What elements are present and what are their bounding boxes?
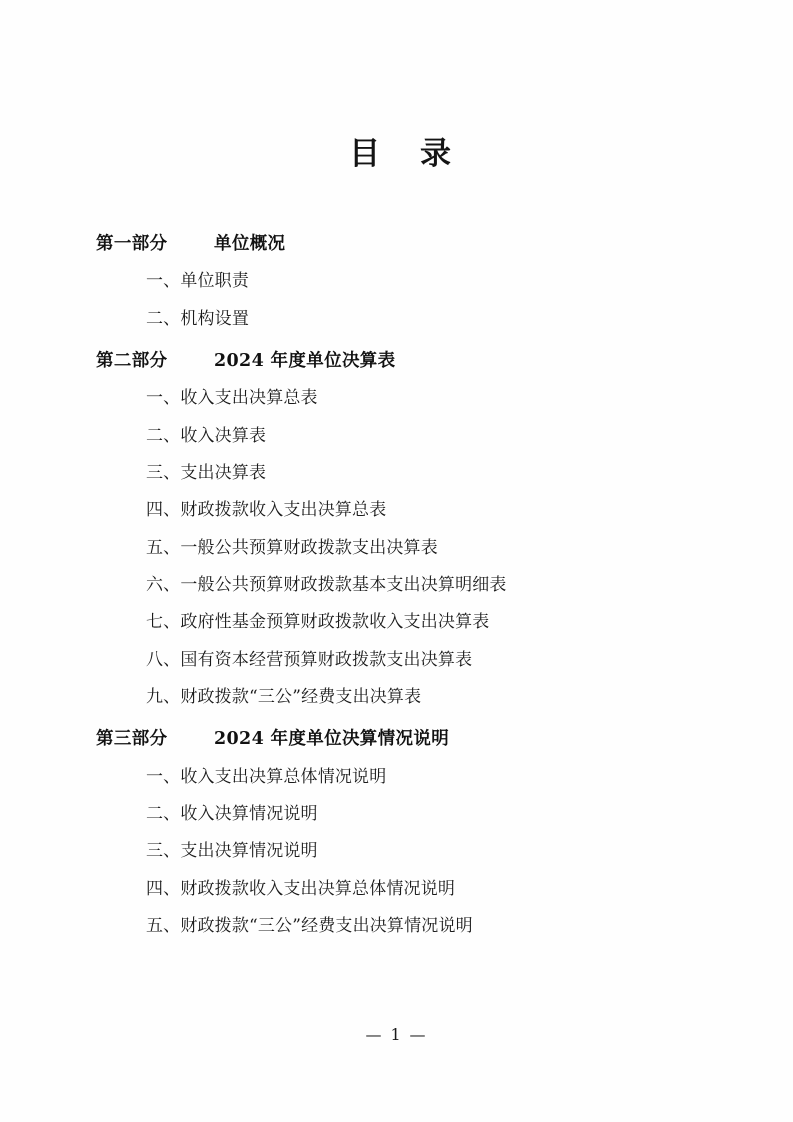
page-content bbox=[96, 0, 706, 939]
toc-entry-number: 四、 bbox=[146, 878, 181, 899]
toc-entry[interactable] bbox=[146, 609, 706, 635]
toc-entry-number: 一、 bbox=[146, 388, 181, 409]
toc-entry-label: 机构设置 bbox=[180, 308, 250, 329]
toc-entry-number: 六、 bbox=[146, 574, 181, 595]
toc-entry-label: 一般公共预算财政拨款支出决算表 bbox=[180, 537, 438, 558]
toc-entry-label: 支出决算情况说明 bbox=[180, 841, 318, 862]
toc-part bbox=[96, 231, 706, 332]
toc-entry-number: 七、 bbox=[146, 612, 181, 633]
toc-part-name: 单位概况 bbox=[214, 234, 286, 254]
toc-entry[interactable] bbox=[146, 497, 706, 523]
toc-entry[interactable] bbox=[146, 876, 706, 902]
toc-entry-number: 五、 bbox=[146, 915, 181, 936]
toc-entry[interactable] bbox=[146, 460, 706, 486]
toc-part bbox=[96, 726, 706, 939]
toc-entry-label: 财政拨款“三公”经费支出决算表 bbox=[180, 686, 422, 707]
toc-entry-label: 政府性基金预算财政拨款收入支出决算表 bbox=[180, 612, 490, 633]
toc-entry-label: 收入决算情况说明 bbox=[180, 803, 318, 824]
page-number: — 1 — bbox=[365, 1025, 428, 1044]
toc-entry-number: 三、 bbox=[146, 841, 181, 862]
toc-entry-number: 一、 bbox=[146, 766, 181, 787]
toc-entry[interactable] bbox=[146, 764, 706, 790]
toc-entry-label: 财政拨款收入支出决算总表 bbox=[180, 500, 387, 521]
toc-entry[interactable] bbox=[146, 801, 706, 827]
toc-entry-label: 收入决算表 bbox=[180, 425, 267, 446]
table-of-contents bbox=[96, 231, 706, 939]
toc-entry-label: 收入支出决算总体情况说明 bbox=[180, 766, 387, 787]
page-title-char-2: 录 bbox=[420, 136, 453, 172]
toc-part-heading[interactable] bbox=[96, 231, 706, 257]
toc-entry-number: 三、 bbox=[146, 462, 181, 483]
toc-entry-label: 一般公共预算财政拨款基本支出决算明细表 bbox=[180, 574, 507, 595]
toc-part-name: 2024 年度单位决算表 bbox=[214, 350, 396, 371]
toc-entry-number: 八、 bbox=[146, 649, 181, 670]
toc-entry[interactable] bbox=[146, 535, 706, 561]
toc-entry-number: 五、 bbox=[146, 537, 181, 558]
toc-entry-label: 支出决算表 bbox=[180, 462, 267, 483]
toc-part-name: 2024 年度单位决算情况说明 bbox=[214, 729, 450, 750]
toc-entry-label: 单位职责 bbox=[180, 271, 250, 292]
toc-part-heading[interactable] bbox=[96, 726, 706, 752]
page-title bbox=[96, 128, 706, 173]
toc-part-label: 第三部分 bbox=[96, 729, 168, 750]
toc-entry-number: 二、 bbox=[146, 308, 181, 329]
toc-entry-number: 二、 bbox=[146, 803, 181, 824]
toc-entry-label: 财政拨款收入支出决算总体情况说明 bbox=[180, 878, 456, 899]
toc-entry[interactable] bbox=[146, 385, 706, 411]
toc-part bbox=[96, 348, 706, 710]
toc-entry[interactable] bbox=[146, 423, 706, 449]
toc-entry[interactable] bbox=[146, 647, 706, 673]
toc-entry[interactable] bbox=[146, 306, 706, 332]
toc-part-label: 第一部分 bbox=[96, 234, 168, 254]
toc-entry-label: 国有资本经营预算财政拨款支出决算表 bbox=[180, 649, 473, 670]
toc-entry[interactable] bbox=[146, 838, 706, 864]
toc-entry[interactable] bbox=[146, 684, 706, 710]
toc-part-label: 第二部分 bbox=[96, 350, 168, 371]
toc-entry-number: 四、 bbox=[146, 500, 181, 521]
toc-entry[interactable] bbox=[146, 913, 706, 939]
toc-entry[interactable] bbox=[146, 268, 706, 294]
toc-entry-label: 收入支出决算总表 bbox=[180, 388, 318, 409]
toc-entry-number: 一、 bbox=[146, 271, 181, 292]
toc-entry-number: 九、 bbox=[146, 686, 181, 707]
page-title-char-1: 目 bbox=[349, 136, 382, 172]
toc-entry-label: 财政拨款“三公”经费支出决算情况说明 bbox=[180, 915, 473, 936]
toc-part-heading[interactable] bbox=[96, 348, 706, 374]
toc-entry-number: 二、 bbox=[146, 425, 181, 446]
toc-entry[interactable] bbox=[146, 572, 706, 598]
